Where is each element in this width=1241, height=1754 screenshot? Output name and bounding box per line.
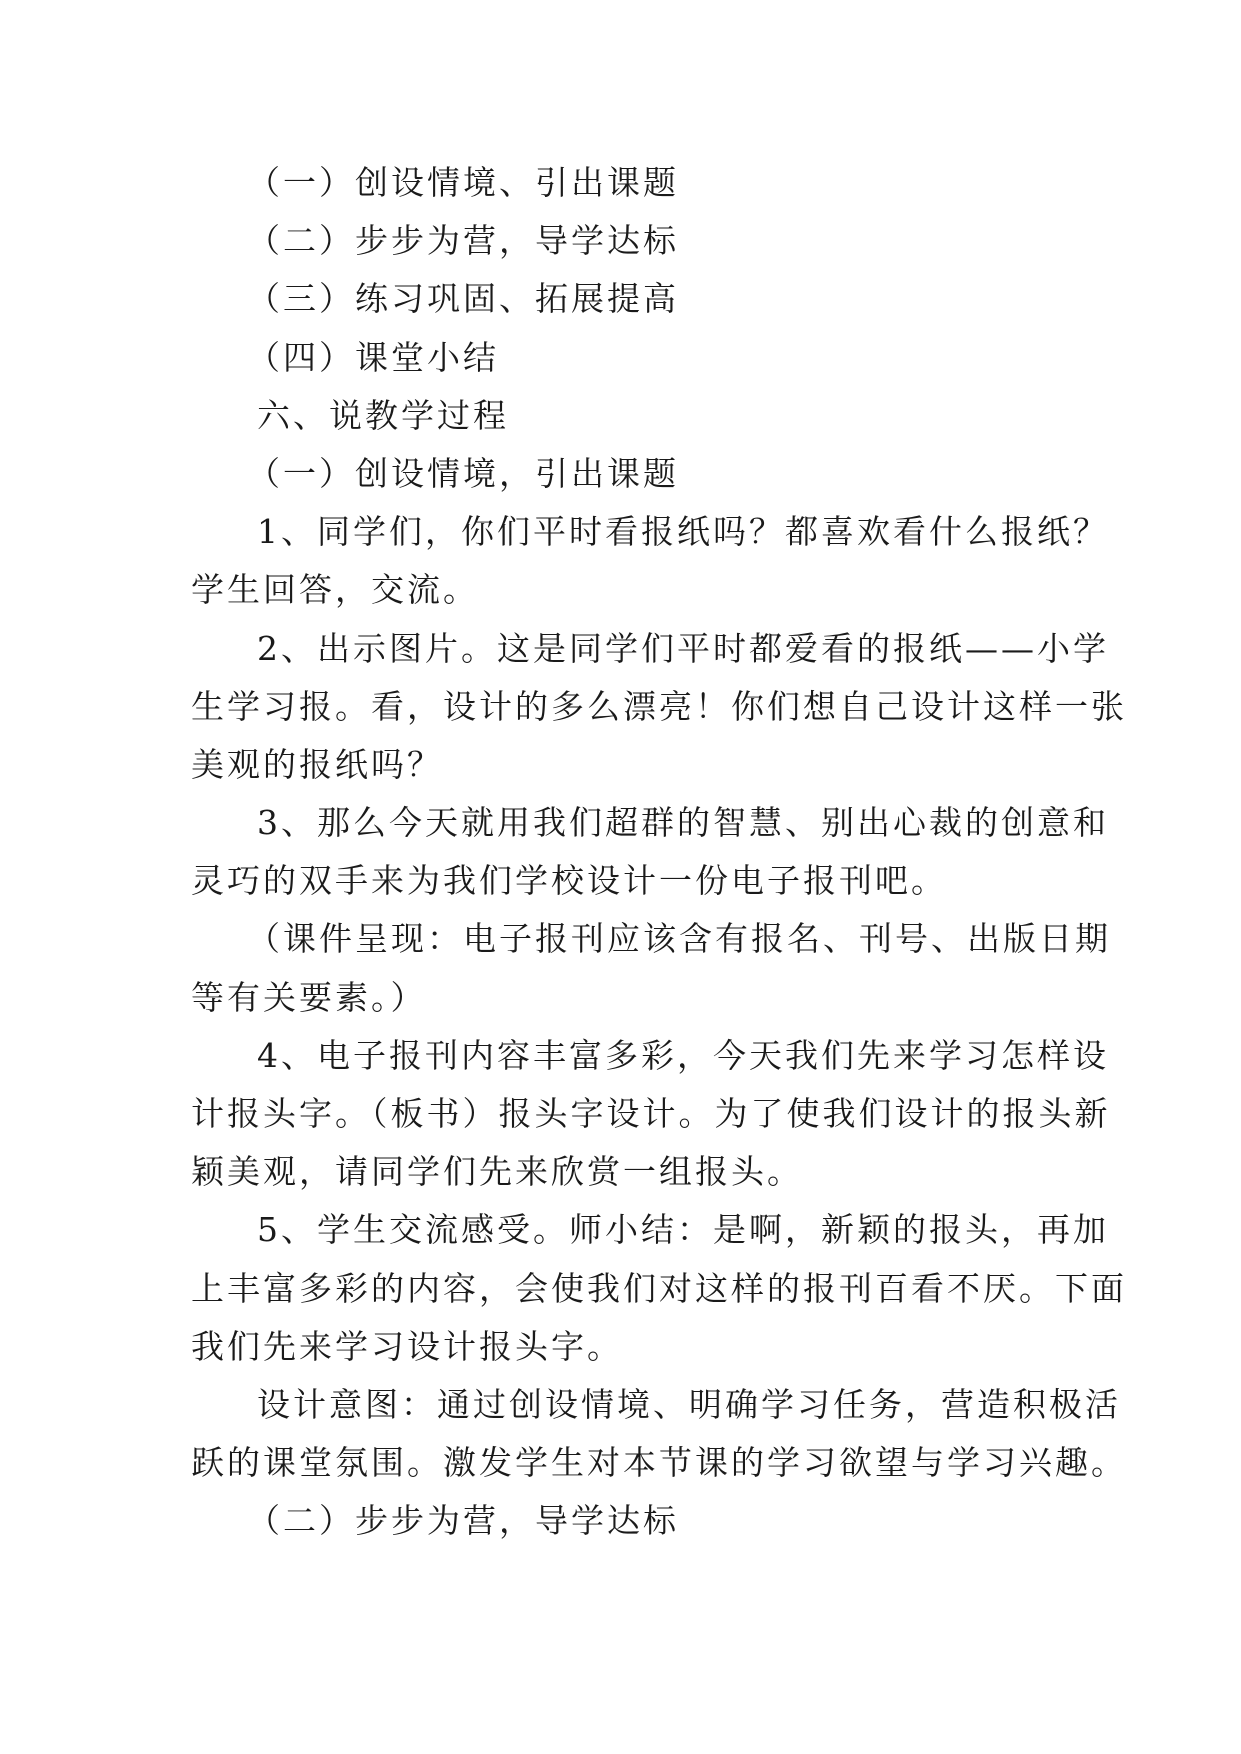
subsection-heading-1: （一）创设情境，引出课题: [247, 453, 679, 493]
paragraph-line: 2、出示图片。这是同学们平时都爱看的报纸——小学: [257, 628, 1109, 668]
paragraph-line: （课件呈现：电子报刊应该含有报名、刊号、出版日期: [247, 919, 1111, 959]
paragraph-line: 美观的报纸吗？: [191, 744, 443, 784]
outline-item-2: （二）步步为营，导学达标: [247, 221, 679, 261]
paragraph-line: 颖美观，请同学们先来欣赏一组报头。: [191, 1152, 803, 1192]
paragraph-line: 我们先来学习设计报头字。: [191, 1326, 623, 1366]
paragraph-line: 4、电子报刊内容丰富多彩，今天我们先来学习怎样设: [257, 1035, 1109, 1075]
paragraph-line: 学生回答，交流。: [191, 570, 479, 610]
paragraph-line: 上丰富多彩的内容，会使我们对这样的报刊百看不厌。下面: [191, 1268, 1127, 1308]
outline-item-4: （四）课堂小结: [247, 337, 499, 377]
paragraph-line: 生学习报。看，设计的多么漂亮！你们想自己设计这样一张: [191, 686, 1127, 726]
paragraph-line: 计报头字。（板书）报头字设计。为了使我们设计的报头新: [191, 1094, 1111, 1133]
paragraph-line: 3、那么今天就用我们超群的智慧、别出心裁的创意和: [257, 803, 1109, 843]
paragraph-line: 等有关要素。）: [191, 977, 427, 1017]
paragraph-line: 设计意图：通过创设情境、明确学习任务，营造积极活: [257, 1384, 1121, 1424]
section-heading: 六、说教学过程: [257, 395, 509, 435]
subsection-heading-2: （二）步步为营，导学达标: [247, 1501, 679, 1541]
paragraph-line: 1、同学们，你们平时看报纸吗？都喜欢看什么报纸？: [257, 512, 1109, 552]
document-body: [191, 154, 1127, 1551]
paragraph-line: 5、学生交流感受。师小结：是啊，新颖的报头，再加: [257, 1210, 1109, 1250]
paragraph-line: 跃的课堂氛围。激发学生对本节课的学习欲望与学习兴趣。: [191, 1443, 1127, 1483]
outline-item-1: （一）创设情境、引出课题: [247, 163, 679, 202]
outline-item-3: （三）练习巩固、拓展提高: [247, 279, 679, 319]
paragraph-line: 灵巧的双手来为我们学校设计一份电子报刊吧。: [191, 861, 947, 901]
